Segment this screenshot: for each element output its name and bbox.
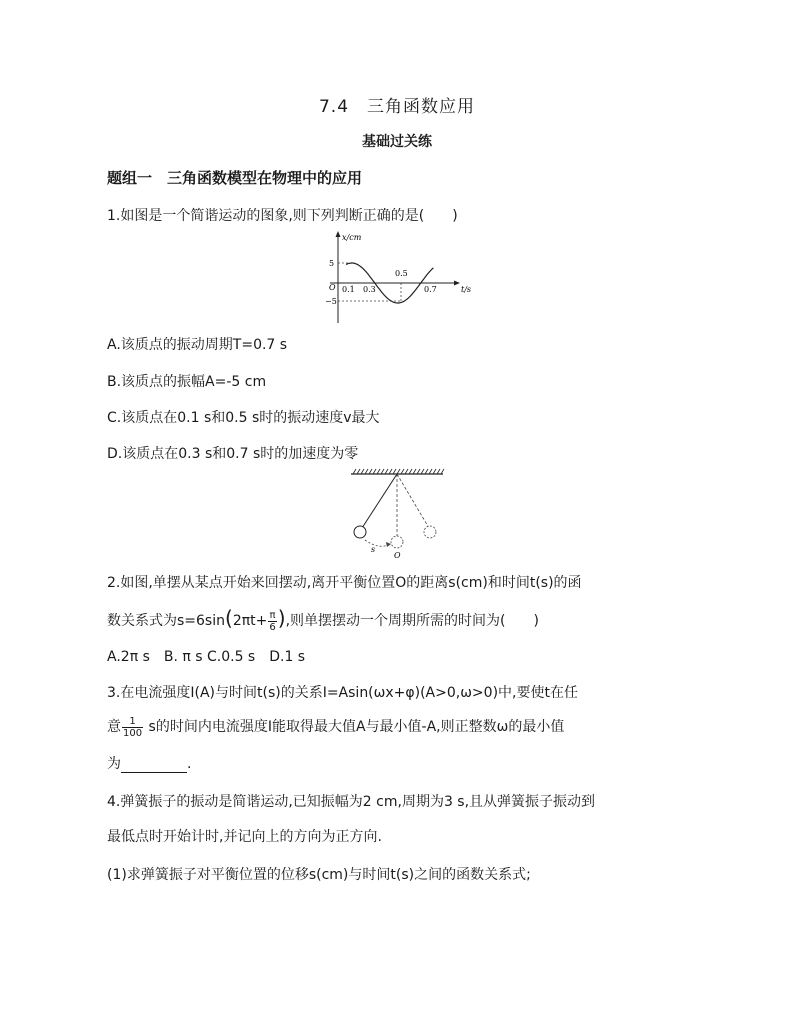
pendulum-string-right — [397, 474, 429, 528]
question-2-options: A.2π s B. π s C.0.5 s D.1 s — [107, 649, 306, 665]
hatch-line — [353, 469, 356, 474]
hatch-line — [389, 469, 392, 474]
y-axis-arrow — [336, 231, 341, 237]
page-title: 7.4 三角函数应用 — [318, 97, 476, 117]
bob-right — [424, 526, 436, 538]
hatch-line — [425, 469, 428, 474]
hatch-line — [437, 469, 440, 474]
hatch-line — [413, 469, 416, 474]
origin-label: O — [329, 283, 336, 292]
question-1-option-a: A.该质点的振动周期T=0.7 s — [107, 337, 288, 353]
question-3-line-3 — [107, 753, 191, 773]
question-2-line-2 — [107, 603, 539, 633]
section-subtitle: 基础过关练 — [362, 134, 432, 150]
pendulum-figure — [347, 468, 447, 560]
answer-blank[interactable] — [121, 758, 187, 773]
pendulum-string-left — [362, 474, 397, 528]
arc-s-label: s — [371, 545, 376, 554]
arc-arrow — [386, 542, 391, 547]
hatch-line — [433, 469, 436, 474]
hatch-line — [429, 469, 432, 474]
hatch-line — [357, 469, 360, 474]
hatch-line — [377, 469, 380, 474]
ceiling-hatch — [353, 469, 444, 474]
hatch-line — [361, 469, 364, 474]
x-axis-arrow — [454, 281, 460, 286]
question-3-line-1: 3.在电流强度I(A)与时间t(s)的关系I=Asin(ωx+φ)(A>0,ω>0)中,要使t在任 — [107, 685, 578, 701]
question-4-part-1: (1)求弹簧振子对平衡位置的位移s(cm)与时间t(s)之间的函数关系式; — [107, 867, 531, 883]
hatch-line — [409, 469, 412, 474]
hatch-line — [369, 469, 372, 474]
hatch-line — [405, 469, 408, 474]
x-label-0.5: 0.5 — [395, 269, 408, 278]
hatch-line — [393, 469, 396, 474]
left-paren: ( — [225, 606, 233, 630]
q2-formula-argument: 2πt+ — [232, 613, 268, 629]
y-axis-label: x/cm — [342, 233, 362, 242]
group-heading: 题组一 三角函数模型在物理中的应用 — [107, 169, 363, 187]
hatch-line — [401, 469, 404, 474]
y-tick-minus-5: −5 — [325, 297, 337, 306]
right-paren: ) — [277, 606, 286, 630]
q3-prefix: 意 — [107, 719, 121, 735]
pendulum-origin-label: O — [394, 551, 401, 560]
x-label-0.7: 0.7 — [424, 285, 437, 294]
question-1-stem: 1.如图是一个简谐运动的图象,则下列判断正确的是( ) — [107, 208, 458, 224]
pi-over-6-fraction: $\frac{\pi}{6}$ — [269, 609, 276, 633]
bob-center — [391, 536, 403, 548]
x-axis-label: t/s — [461, 285, 472, 294]
x-label-0.1: 0.1 — [342, 285, 355, 294]
hatch-line — [421, 469, 424, 474]
q3-suffix: s的时间内电流强度I能取得最大值A与最小值-A,则正整数ω的最小值 — [144, 719, 565, 735]
q2-formula-suffix: ,则单摆摆动一个周期所需的时间为( ) — [285, 613, 539, 629]
y-tick-5: 5 — [329, 259, 335, 268]
q3-line3-suffix: . — [187, 756, 192, 772]
question-1-option-b: B.该质点的振幅A=-5 cm — [107, 374, 267, 390]
hatch-line — [385, 469, 388, 474]
q2-formula-prefix: 数关系式为s=6sin — [107, 613, 225, 629]
question-4-line-2: 最低点时开始计时,并记向上的方向为正方向. — [107, 829, 382, 845]
hatch-line — [441, 469, 444, 474]
question-1-option-d: D.该质点在0.3 s和0.7 s时的加速度为零 — [107, 446, 359, 462]
question-4-line-1: 4.弹簧振子的振动是简谐运动,已知振幅为2 cm,周期为3 s,且从弹簧振子振动到 — [107, 794, 596, 810]
question-2-line-1: 2.如图,单摆从某点开始来回摆动,离开平衡位置O的距离s(cm)和时间t(s)的函 — [107, 575, 582, 591]
one-over-100-fraction: $\frac{1}{100}$ — [123, 715, 143, 739]
question-3-line-2 — [107, 712, 564, 742]
q3-line3-prefix: 为 — [107, 756, 121, 772]
hatch-line — [381, 469, 384, 474]
hatch-line — [397, 469, 400, 474]
hatch-line — [417, 469, 420, 474]
hatch-line — [365, 469, 368, 474]
question-1-option-c: C.该质点在0.1 s和0.5 s时的振动速度v最大 — [107, 410, 380, 426]
bob-left — [354, 526, 366, 538]
harmonic-motion-graph — [312, 228, 477, 328]
hatch-line — [373, 469, 376, 474]
x-label-0.3: 0.3 — [363, 285, 376, 294]
